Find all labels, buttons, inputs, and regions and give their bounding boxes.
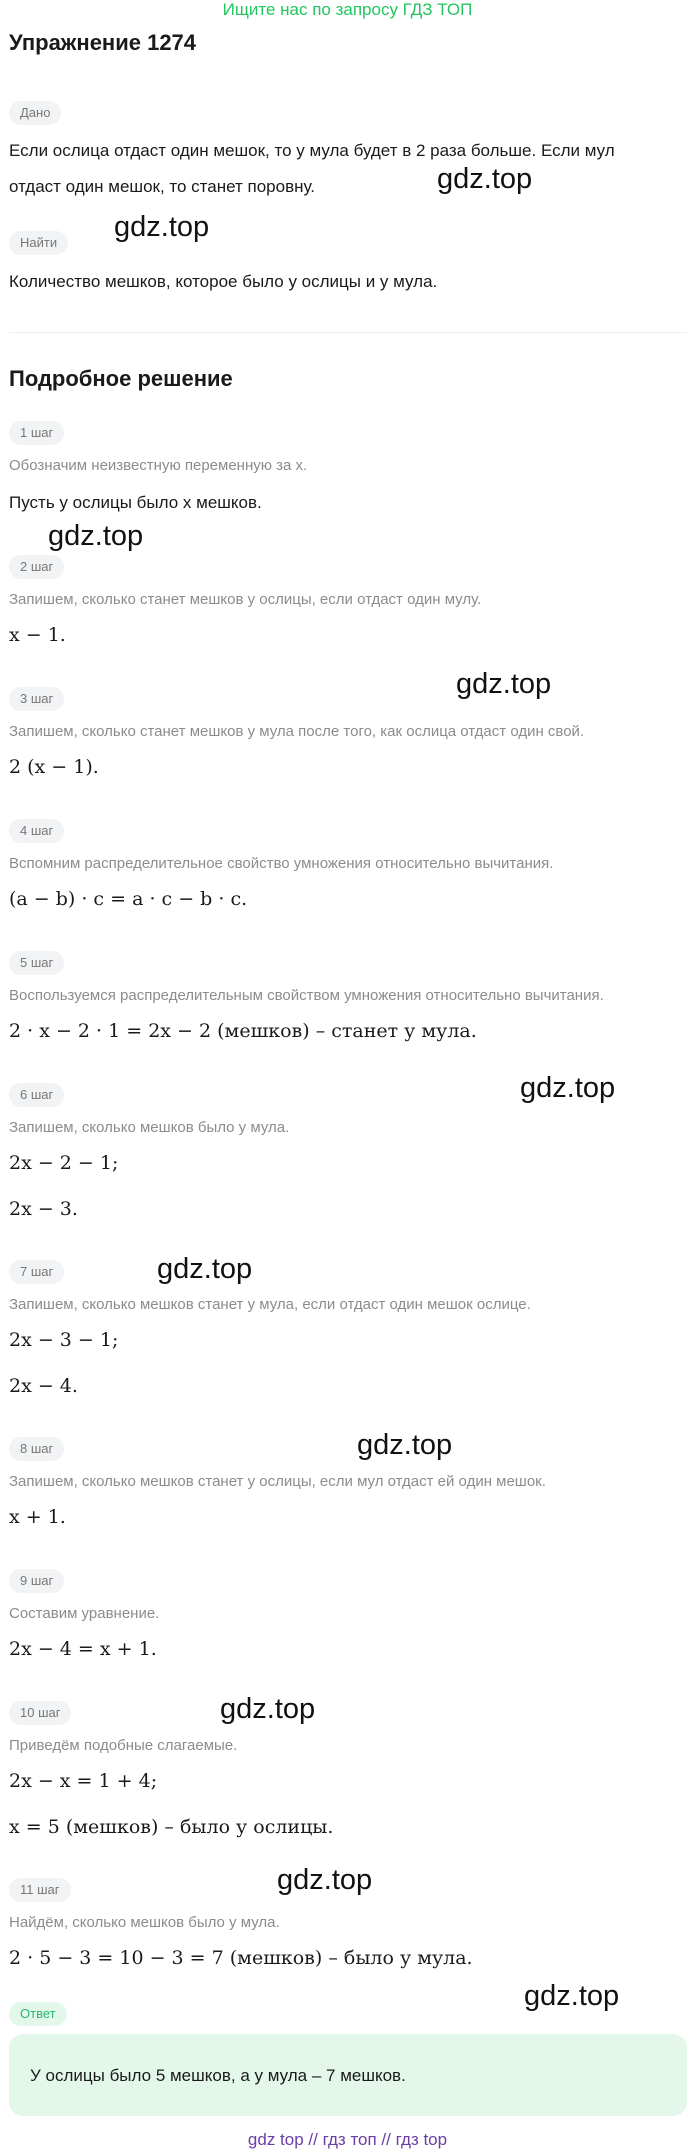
step-6-desc: Запишем, сколько мешков было у мула.	[9, 1119, 290, 1136]
step-11-desc: Найдём, сколько мешков было у мула.	[9, 1914, 280, 1931]
step-7-line-2: 2x − 4.	[9, 1375, 78, 1397]
step-4-desc: Вспомним распределительное свойство умножения относительно вычитания.	[9, 855, 554, 872]
step-8-desc: Запишем, сколько мешков станет у ослицы, если мул отдаст ей один мешок.	[9, 1473, 546, 1490]
step-10-line-1: 2x − x = 1 + 4;	[9, 1770, 158, 1792]
watermark: gdz.top	[520, 1072, 616, 1104]
watermark: gdz.top	[456, 668, 552, 700]
watermark: gdz.top	[220, 1693, 316, 1725]
step-1-badge: 1 шаг	[9, 421, 64, 445]
answer-text: У ослицы было 5 мешков, а у мула – 7 мешков.	[30, 2066, 406, 2085]
step-1-desc: Обозначим неизвестную переменную за x.	[9, 457, 308, 474]
step-8-badge: 8 шаг	[9, 1437, 64, 1461]
step-4-line-1: (a − b) · c = a · c − b · c.	[9, 888, 248, 910]
step-11-line-1: 2 · 5 − 3 = 10 − 3 = 7 (мешков) – было у мула.	[9, 1947, 473, 1969]
step-2-desc: Запишем, сколько станет мешков у ослицы, если отдаст один мулу.	[9, 591, 482, 608]
step-6-badge: 6 шаг	[9, 1083, 64, 1107]
step-10-desc: Приведём подобные слагаемые.	[9, 1737, 238, 1754]
step-9-badge: 9 шаг	[9, 1569, 64, 1593]
step-6-line-1: 2x − 2 − 1;	[9, 1152, 119, 1174]
step-7-desc: Запишем, сколько мешков станет у мула, если отдаст один мешок ослице.	[9, 1296, 531, 1313]
section-divider	[9, 332, 687, 333]
page-title: Упражнение 1274	[9, 30, 197, 55]
step-3-badge: 3 шаг	[9, 687, 64, 711]
answer-badge: Ответ	[9, 2002, 67, 2026]
watermark: gdz.top	[157, 1253, 253, 1285]
step-10-badge: 10 шаг	[9, 1701, 71, 1725]
watermark: gdz.top	[277, 1864, 373, 1896]
watermark: gdz.top	[48, 520, 144, 552]
step-2-badge: 2 шаг	[9, 555, 64, 579]
step-7-badge: 7 шаг	[9, 1260, 64, 1284]
step-10-line-2: x = 5 (мешков) – было у ослицы.	[9, 1816, 334, 1838]
step-9-desc: Составим уравнение.	[9, 1605, 160, 1622]
find-badge: Найти	[9, 231, 68, 255]
step-3-line-1: 2 (x − 1).	[9, 756, 99, 778]
footer-links[interactable]: gdz top // гдз топ // гдз top	[247, 2130, 448, 2149]
step-1-line-1: Пусть у ослицы было x мешков.	[9, 493, 262, 512]
solution-title: Подробное решение	[9, 366, 233, 391]
watermark: gdz.top	[524, 1980, 620, 2012]
step-5-desc: Воспользуемся распределительным свойством умножения относительно вычитания.	[9, 987, 604, 1004]
watermark: gdz.top	[114, 211, 210, 243]
step-5-line-1: 2 · x − 2 · 1 = 2x − 2 (мешков) – станет у мула.	[9, 1020, 477, 1042]
watermark: gdz.top	[357, 1429, 453, 1461]
step-2-line-1: x − 1.	[9, 624, 66, 646]
step-11-badge: 11 шаг	[9, 1878, 71, 1902]
step-5-badge: 5 шаг	[9, 951, 64, 975]
promo-banner: Ищите нас по запросу ГДЗ ТОП	[222, 0, 473, 19]
find-text: Количество мешков, которое было у ослицы и у мула.	[9, 272, 438, 291]
watermark: gdz.top	[437, 163, 533, 195]
step-9-line-1: 2x − 4 = x + 1.	[9, 1638, 157, 1660]
step-7-line-1: 2x − 3 − 1;	[9, 1329, 119, 1351]
step-4-badge: 4 шаг	[9, 819, 64, 843]
step-3-desc: Запишем, сколько станет мешков у мула после того, как ослица отдаст один свой.	[9, 723, 585, 740]
step-6-line-2: 2x − 3.	[9, 1198, 78, 1220]
given-text-line2: отдаст один мешок, то станет поровну.	[9, 177, 316, 196]
given-badge: Дано	[9, 101, 61, 125]
step-8-line-1: x + 1.	[9, 1506, 66, 1528]
given-text-line1: Если ослица отдаст один мешок, то у мула будет в 2 раза больше. Если мул	[9, 141, 615, 160]
